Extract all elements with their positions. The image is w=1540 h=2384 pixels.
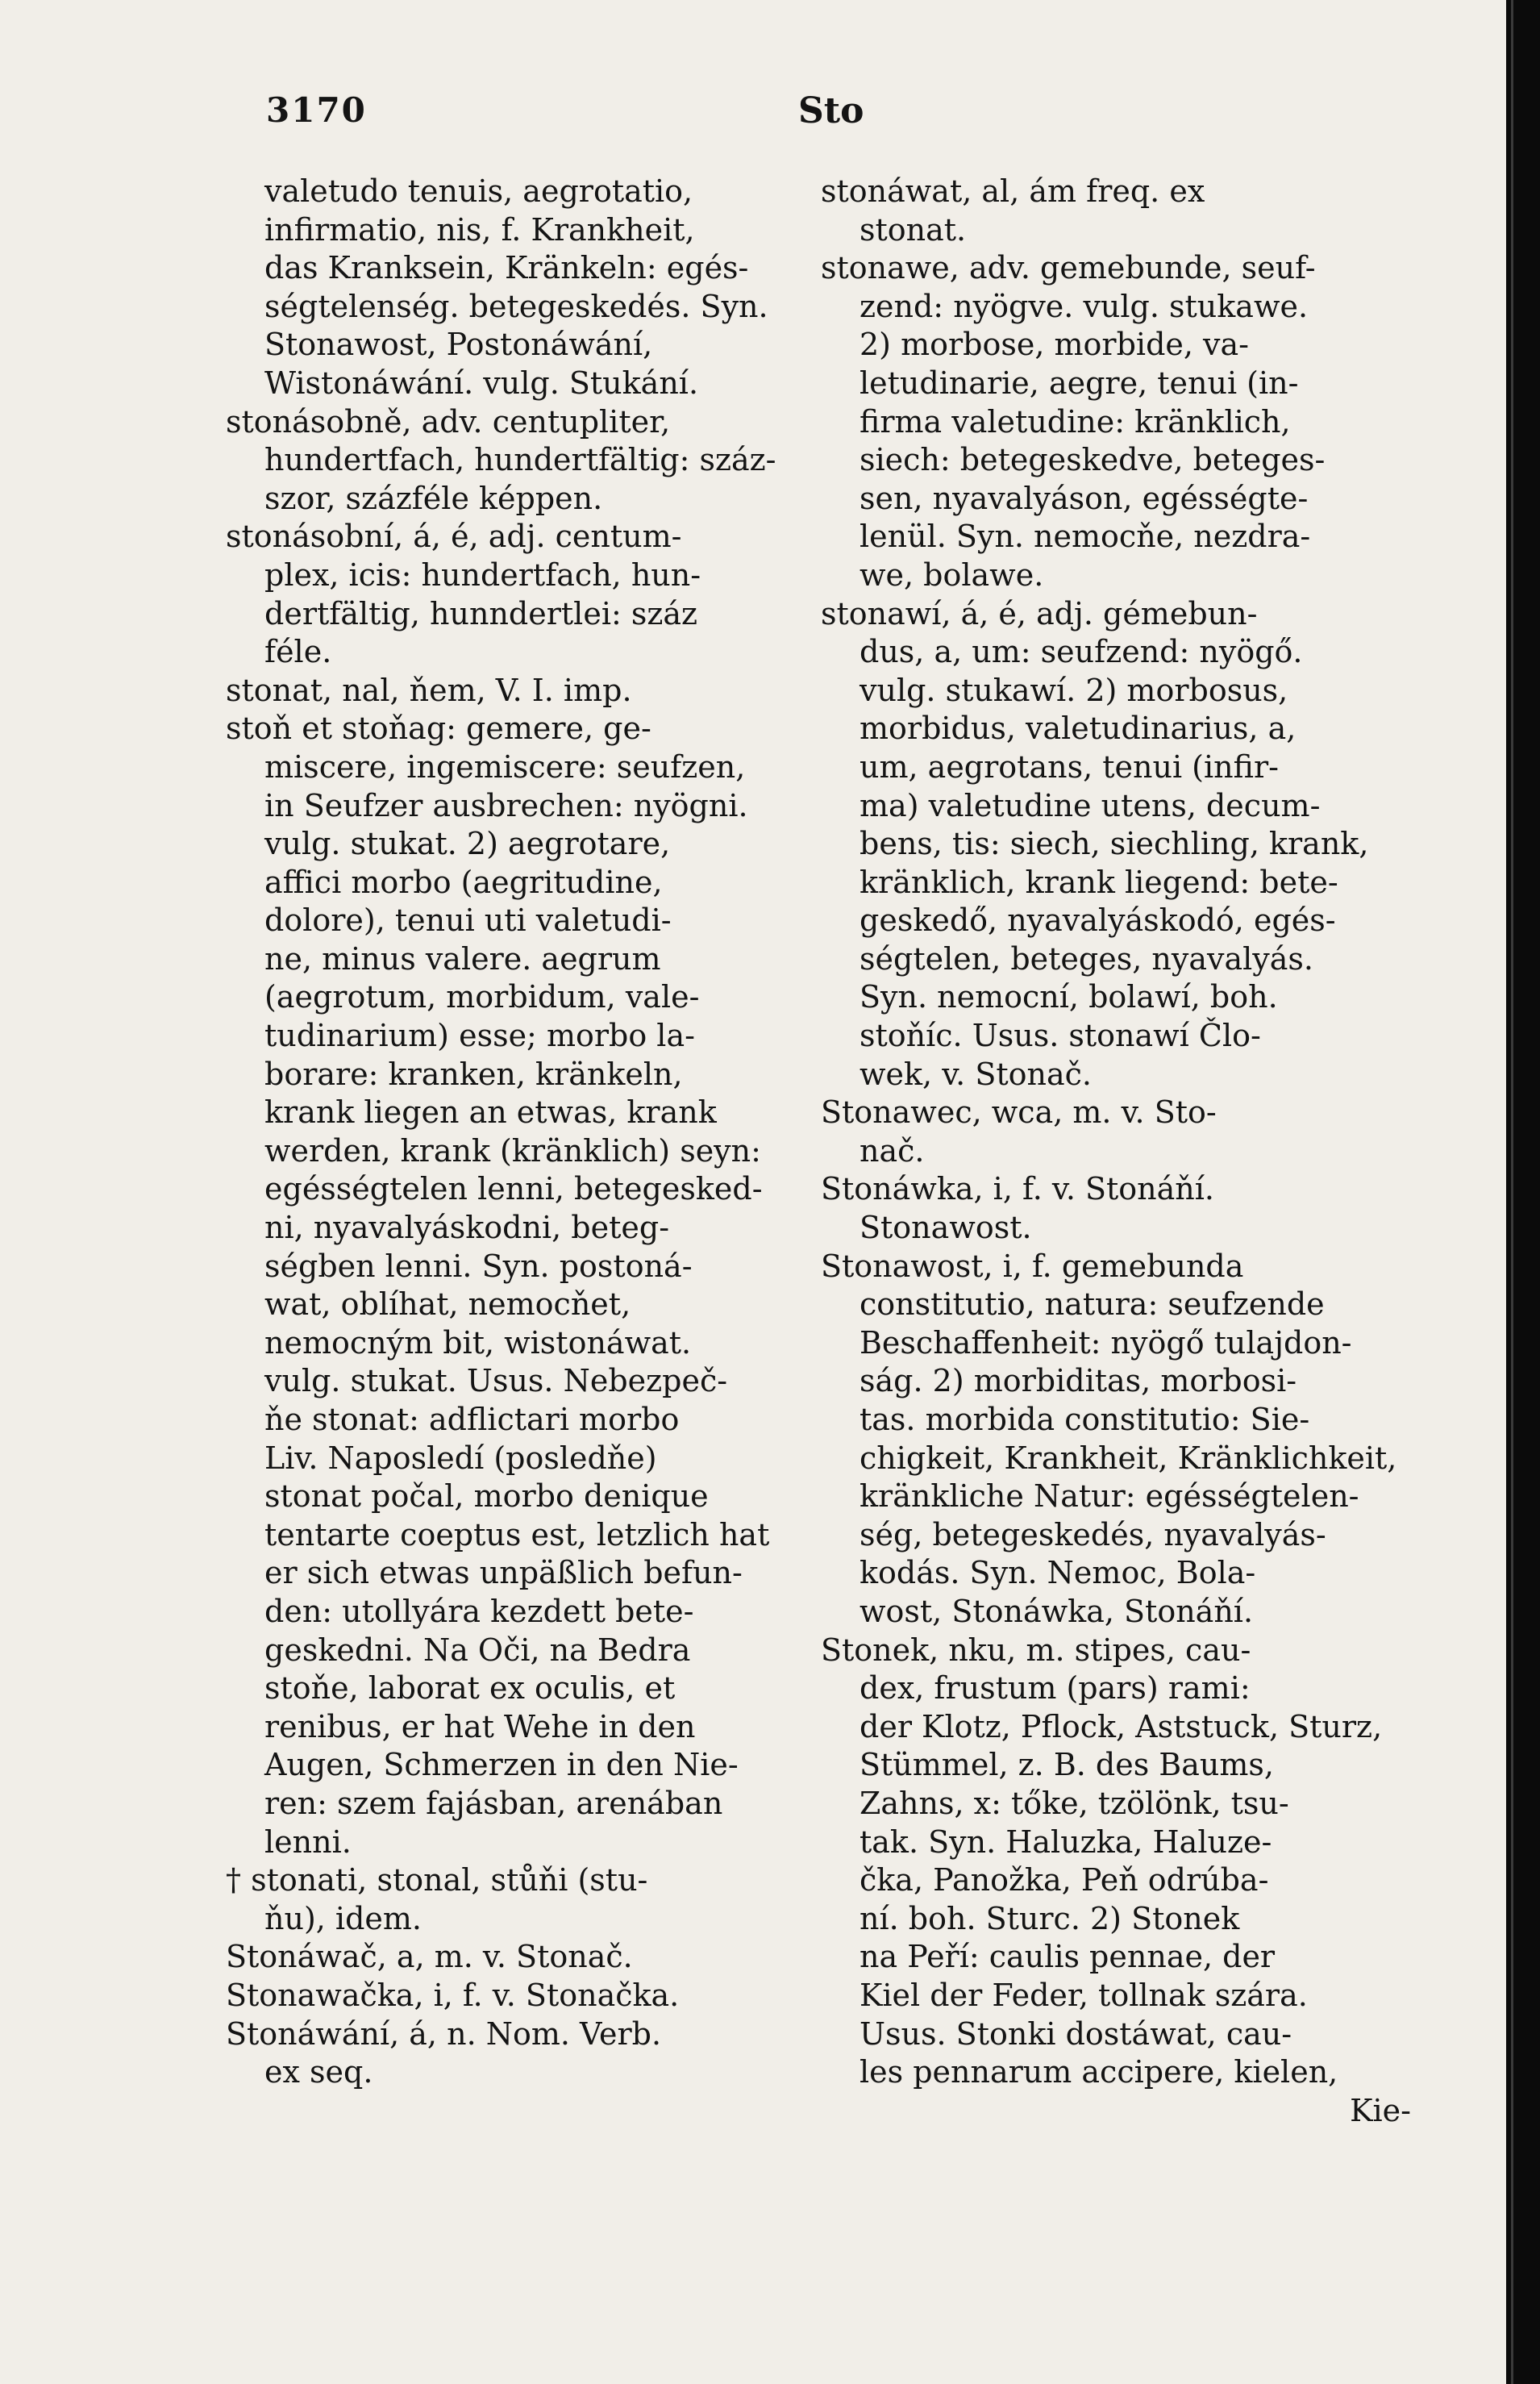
- entry-line: zend: nyögve. vulg. stukawe.: [859, 288, 1309, 324]
- entry-line: Stonawost, Postonáwání,: [264, 327, 653, 363]
- entry-line: lenül. Syn. nemocňe, nezdra-: [859, 519, 1311, 555]
- entry-line: ní. boh. Sturc. 2) Stonek: [859, 1900, 1240, 1936]
- entry-line: Syn. nemocní, bolawí, boh.: [859, 979, 1278, 1015]
- entry-line: Zahns, x: tőke, tzölönk, tsu-: [859, 1785, 1289, 1821]
- entry-line: den: utollyára kezdett bete-: [264, 1593, 694, 1629]
- entry-line: ňe stonat: adflictari morbo: [264, 1402, 680, 1437]
- entry-line: tak. Syn. Haluzka, Haluze-: [859, 1823, 1272, 1860]
- entry-line: (aegrotum, morbidum, vale-: [264, 979, 700, 1015]
- entry-line: Liv. Naposledí (posledňe): [264, 1440, 657, 1476]
- entry-line: stonásobní, á, é, adj. centum-: [226, 519, 682, 555]
- entry-line: dex, frustum (pars) rami:: [859, 1670, 1251, 1707]
- facing-page-edge: [1506, 0, 1540, 2384]
- entry-line: Stonawec, wca, m. v. Sto-: [821, 1094, 1217, 1131]
- entry-line: ség, betegeskedés, nyavalyás-: [859, 1516, 1326, 1553]
- entry-line: dolore), tenui uti valetudi-: [264, 902, 672, 939]
- entry-line: bens, tis: siech, siechling, krank,: [859, 826, 1369, 862]
- entry-line: tas. morbida constitutio: Sie-: [859, 1402, 1310, 1437]
- entry-line: wost, Stonáwka, Stonáňí.: [859, 1593, 1254, 1629]
- entry-line: vulg. stukat. Usus. Nebezpeč-: [264, 1363, 728, 1399]
- entry-line: valetudo tenuis, aegrotatio,: [264, 173, 693, 209]
- entry-line: ren: szem fajásban, arenában: [264, 1785, 723, 1821]
- entry-line: siech: betegeskedve, beteges-: [859, 442, 1326, 478]
- entry-line: ségtelen, beteges, nyavalyás.: [859, 940, 1313, 977]
- entry-line: borare: kranken, kränkeln,: [264, 1056, 683, 1092]
- entry-line: miscere, ingemiscere: seufzen,: [264, 748, 746, 785]
- entry-line: stonawí, á, é, adj. gémebun-: [821, 595, 1258, 631]
- entry-line: Stonawačka, i, f. v. Stonačka.: [226, 1977, 680, 2013]
- entry-line: Beschaffenheit: nyögő tulajdon-: [859, 1324, 1352, 1361]
- entry-line: ex seq.: [264, 2054, 373, 2090]
- entry-line: dus, a, um: seufzend: nyögő.: [859, 634, 1303, 670]
- entry-line: firma valetudine: kränklich,: [859, 403, 1291, 440]
- entry-line: ne, minus valere. aegrum: [264, 940, 661, 977]
- entry-line: kränklich, krank liegend: bete-: [859, 864, 1338, 900]
- entry-line: na Peří: caulis pennae, der: [859, 1939, 1276, 1975]
- entry-line: er sich etwas unpäßlich befun-: [264, 1555, 743, 1591]
- right-column: [821, 173, 1434, 2130]
- entry-line: lenni.: [264, 1823, 352, 1860]
- entry-line: Stonek, nku, m. stipes, cau-: [821, 1632, 1251, 1668]
- entry-line: der Klotz, Pflock, Aststuck, Sturz,: [859, 1708, 1383, 1744]
- entry-line: Augen, Schmerzen in den Nie-: [264, 1747, 739, 1783]
- entry-line: nač.: [859, 1132, 925, 1169]
- entry-line: féle.: [264, 634, 332, 670]
- entry-line: geskedő, nyavalyáskodó, egés-: [859, 902, 1336, 939]
- entry-line: um, aegrotans, tenui (infir-: [859, 748, 1279, 785]
- entry-line: stoň et stoňag: gemere, ge-: [226, 711, 651, 747]
- entry-line: sen, nyavalyáson, egésségte-: [859, 480, 1309, 516]
- entry-line: ság. 2) morbiditas, morbosi-: [859, 1363, 1297, 1399]
- entry-line: Usus. Stonki dostáwat, cau-: [859, 2015, 1292, 2052]
- entry-line: ségtelenség. betegeskedés. Syn.: [264, 288, 768, 324]
- entry-line: vulg. stukat. 2) aegrotare,: [264, 826, 671, 862]
- entry-line: nemocným bit, wistonáwat.: [264, 1324, 692, 1361]
- entry-line: stonat počal, morbo denique: [264, 1478, 709, 1515]
- entry-line: stonásobně, adv. centupliter,: [226, 403, 671, 440]
- entry-line: 2) morbose, morbide, va-: [859, 327, 1249, 363]
- entry-line: chigkeit, Krankheit, Kränklichkeit,: [859, 1440, 1397, 1476]
- entry-line: in Seufzer ausbrechen: nyögni.: [264, 787, 748, 823]
- entry-line: ma) valetudine utens, decum-: [859, 787, 1321, 823]
- left-column: [226, 173, 822, 2092]
- entry-line: wek, v. Stonač.: [859, 1056, 1092, 1092]
- entry-line: les pennarum accipere, kielen,: [859, 2054, 1338, 2090]
- entry-line: plex, icis: hundertfach, hun-: [264, 556, 701, 593]
- entry-line: Stonáwka, i, f. v. Stonáňí.: [821, 1171, 1214, 1207]
- entry-line: Stonawost.: [859, 1210, 1032, 1246]
- entry-line: constitutio, natura: seufzende: [859, 1286, 1325, 1323]
- entry-line: čka, Panožka, Peň odrúba-: [859, 1862, 1269, 1898]
- entry-line: ni, nyavalyáskodni, beteg-: [264, 1210, 670, 1246]
- entry-line: krank liegen an etwas, krank: [264, 1094, 717, 1131]
- entry-line: Stonáwání, á, n. Nom. Verb.: [226, 2015, 662, 2052]
- entry-line: ňu), idem.: [264, 1900, 422, 1936]
- entry-line: wat, oblíhat, nemocňet,: [264, 1286, 631, 1323]
- entry-line: stoňíc. Usus. stonawí Člo-: [859, 1018, 1261, 1054]
- entry-line: tudinarium) esse; morbo la-: [264, 1018, 695, 1054]
- entry-line: Stümmel, z. B. des Baums,: [859, 1747, 1274, 1783]
- entry-line: ségben lenni. Syn. postoná-: [264, 1248, 693, 1284]
- entry-line: morbidus, valetudinarius, a,: [859, 711, 1297, 747]
- entry-line: infirmatio, nis, f. Krankheit,: [264, 211, 695, 248]
- entry-line: stonat.: [859, 211, 967, 248]
- entry-line: stoňe, laborat ex oculis, et: [264, 1670, 676, 1707]
- entry-line: stonáwat, al, ám freq. ex: [821, 173, 1205, 209]
- entry-line: affici morbo (aegritudine,: [264, 864, 663, 900]
- entry-line: Stonawost, i, f. gemebunda: [821, 1248, 1244, 1284]
- entry-line: szor, százféle képpen.: [264, 480, 603, 516]
- running-head: Sto: [798, 90, 864, 131]
- entry-line: stonawe, adv. gemebunde, seuf-: [821, 250, 1316, 286]
- page-number: 3170: [266, 90, 367, 130]
- entry-line: geskedni. Na Oči, na Bedra: [264, 1632, 691, 1668]
- entry-line: Stonáwač, a, m. v. Stonač.: [226, 1939, 633, 1975]
- entry-line: † stonati, stonal, stůňi (stu-: [226, 1862, 648, 1898]
- entry-line: das Kranksein, Kränkeln: egés-: [264, 250, 749, 286]
- entry-line: renibus, er hat Wehe in den: [264, 1708, 696, 1744]
- entry-line: stonat, nal, ňem, V. I. imp.: [226, 672, 632, 708]
- entry-line: dertfältig, hunndertlei: száz: [264, 595, 698, 631]
- entry-line: werden, krank (kränklich) seyn:: [264, 1132, 761, 1169]
- entry-line: Kiel der Feder, tollnak szára.: [859, 1977, 1308, 2013]
- entry-line: letudinarie, aegre, tenui (in-: [859, 365, 1299, 401]
- entry-line: Wistonáwání. vulg. Stukání.: [264, 365, 699, 401]
- page-header: [0, 90, 1506, 147]
- entry-line: egésségtelen lenni, betegesked-: [264, 1171, 763, 1207]
- page-edge-line: [1511, 0, 1513, 2384]
- entry-line: kränkliche Natur: egésségtelen-: [859, 1478, 1359, 1515]
- entry-line: tentarte coeptus est, letzlich hat: [264, 1516, 770, 1553]
- catchword: Kie-: [1350, 2092, 1411, 2128]
- entry-line: hundertfach, hundertfältig: száz-: [264, 442, 776, 478]
- entry-line: kodás. Syn. Nemoc, Bola-: [859, 1555, 1256, 1591]
- entry-line: vulg. stukawí. 2) morbosus,: [859, 672, 1288, 708]
- entry-line: we, bolawe.: [859, 556, 1044, 593]
